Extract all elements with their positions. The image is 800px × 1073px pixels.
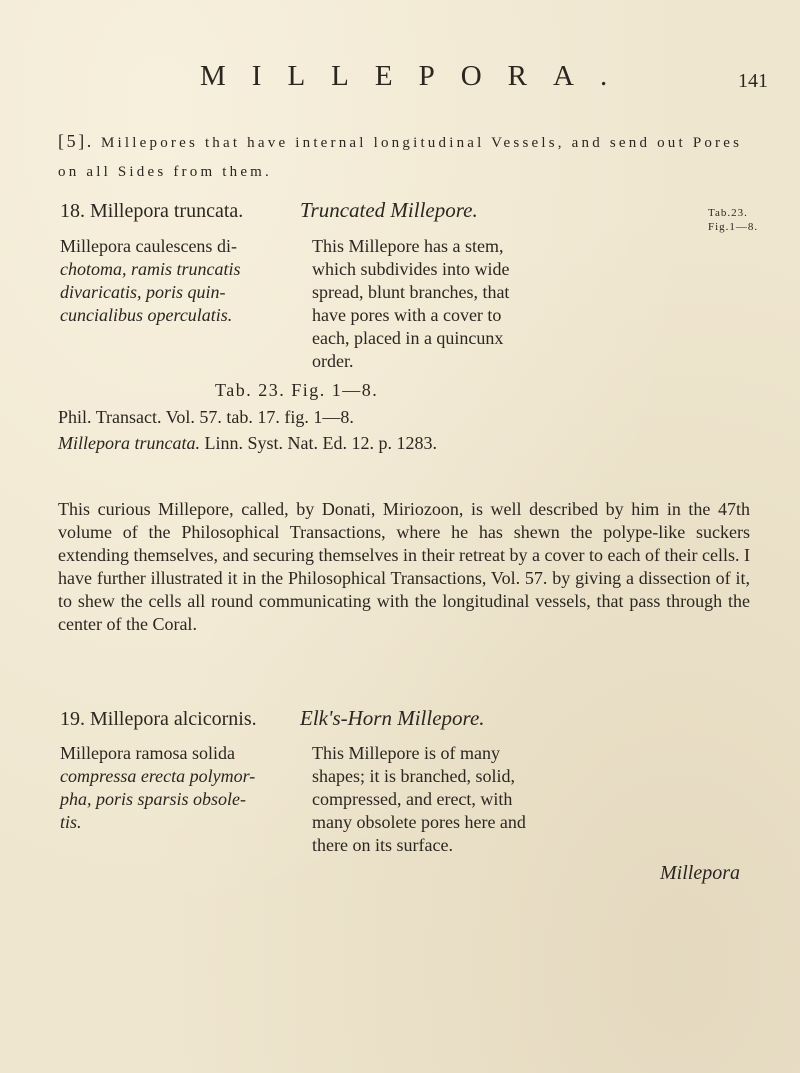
- entry-18-title: 18. Millepora truncata.: [60, 200, 244, 222]
- entry-18-english-name: Truncated Millepore.: [300, 198, 478, 222]
- latin-line: cuncialibus operculatis.: [60, 305, 233, 325]
- entry-19-english-name: Elk's-Horn Millepore.: [300, 706, 485, 730]
- entry-18-latin-description: [60, 235, 268, 327]
- latin-line: tis.: [60, 812, 82, 832]
- description-line: each, placed in a quincunx: [312, 328, 504, 348]
- latin-line: pha, poris sparsis obsole-: [60, 789, 247, 809]
- description-line: order.: [312, 351, 354, 371]
- page-number: 141: [738, 70, 768, 92]
- entry-19-title: 19. Millepora alcicornis.: [60, 708, 257, 730]
- section-heading: [58, 128, 758, 186]
- latin-line: chotoma, ramis truncatis: [60, 259, 241, 279]
- description-line: which subdivides into wide: [312, 259, 510, 279]
- catchword: Millepora: [660, 862, 740, 884]
- reference-phil-transact: Phil. Transact. Vol. 57. tab. 17. fig. 1—8.: [58, 407, 354, 427]
- description-line: many obsolete pores here and: [312, 812, 526, 832]
- reference-source: Linn. Syst. Nat. Ed. 12. p. 1283.: [204, 433, 437, 453]
- entry-19-english-description: [312, 742, 652, 857]
- description-line: spread, blunt branches, that: [312, 282, 510, 302]
- latin-line: compressa erecta polymor-: [60, 766, 256, 786]
- description-line: there on its surface.: [312, 835, 453, 855]
- entry-18-commentary: This curious Millepore, called, by Donati, Miriozoon, is well described by him in the 47th volume of the Philosophical Transactions, where he has shewn the polype-like suckers extending themselves, and securing themselves in their retreat by a cover to each of their cells. I have further illustrated it in the Philosophical Transactions, Vol. 57. by giving a dissection of it, to shew the cells all round communicating with the longitudinal vessels, that pass through the center of the Coral.: [58, 499, 750, 634]
- description-line: have pores with a cover to: [312, 305, 502, 325]
- entry-19-latin-description: [60, 742, 268, 834]
- tab-reference: Tab. 23. Fig. 1—8.: [215, 380, 379, 400]
- margin-note-tab23: Tab.23. Fig.1—8.: [708, 207, 759, 233]
- latin-line: Millepora ramosa solida: [60, 743, 235, 763]
- description-line: compressed, and erect, with: [312, 789, 513, 809]
- entry-18-english-description: [312, 235, 652, 373]
- reference-species-name: Millepora truncata.: [58, 433, 200, 453]
- section-heading-text: Millepores that have internal longitudinal Vessels, and send out Pores on all Sides from them.: [58, 135, 743, 180]
- latin-line: Millepora caulescens di-: [60, 236, 237, 256]
- description-line: This Millepore has a stem,: [312, 236, 504, 256]
- section-number: [5].: [58, 131, 94, 151]
- latin-line: divaricatis, poris quin-: [60, 282, 226, 302]
- running-title: MILLEPORA.: [200, 60, 634, 92]
- reference-linnaeus: [58, 433, 437, 454]
- description-line: shapes; it is branched, solid,: [312, 766, 515, 786]
- description-line: This Millepore is of many: [312, 743, 500, 763]
